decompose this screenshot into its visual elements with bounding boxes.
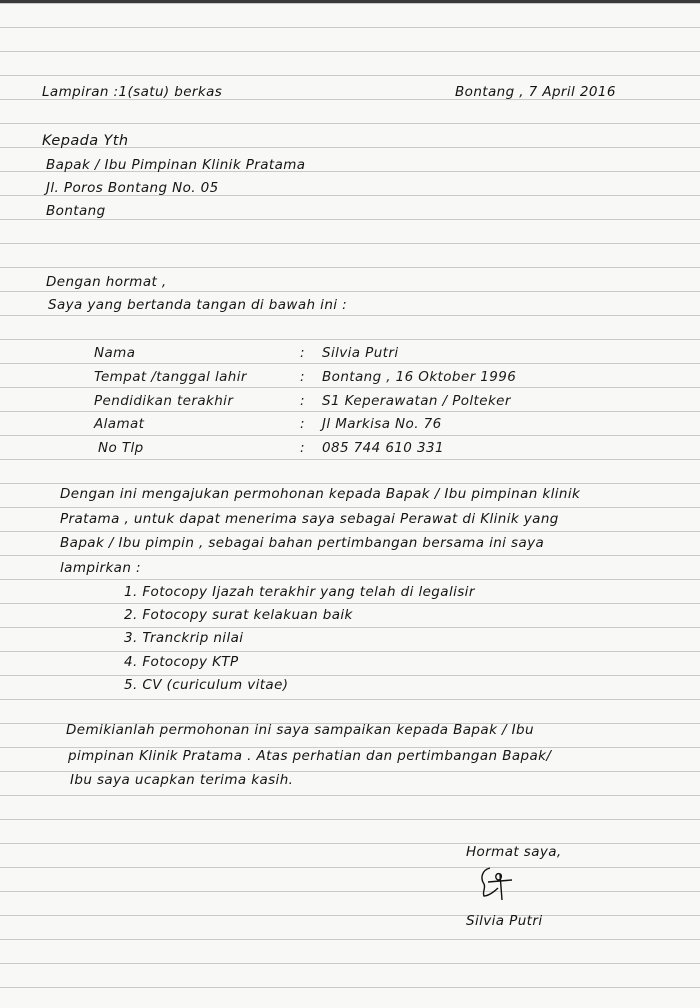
place-date: Bontang , 7 April 2016 (455, 84, 616, 100)
body-line: Dengan ini mengajukan permohonan kepada Bapak / Ibu pimpinan klinik (60, 486, 581, 502)
detail-label: Pendidikan terakhir (94, 393, 234, 409)
detail-colon: : (300, 393, 305, 409)
recipient-street: Jl. Poros Bontang No. 05 (46, 180, 219, 196)
signature-name: Silvia Putri (466, 913, 543, 929)
body-line: Pratama , untuk dapat menerima saya sebagai Perawat di Klinik yang (60, 511, 559, 527)
detail-colon: : (300, 416, 305, 432)
recipient-name: Bapak / Ibu Pimpinan Klinik Pratama (46, 157, 306, 173)
detail-value: 085 744 610 331 (322, 440, 444, 456)
body-line: Bapak / Ibu pimpin , sebagai bahan pertimbangan bersama ini saya (60, 535, 545, 551)
detail-colon: : (300, 369, 305, 385)
detail-label: Alamat (94, 416, 145, 432)
attachment-item: 1. Fotocopy Ijazah terakhir yang telah di legalisir (124, 584, 475, 600)
closing-line: pimpinan Klinik Pratama . Atas perhatian dan pertimbangan Bapak/ (68, 748, 552, 764)
detail-value: Bontang , 16 Oktober 1996 (322, 369, 517, 385)
recipient-city: Bontang (46, 203, 106, 219)
detail-label: Nama (94, 345, 136, 361)
detail-value: Jl Markisa No. 76 (322, 416, 442, 432)
attachment-item: 5. CV (curiculum vitae) (124, 677, 289, 693)
closing-line: Ibu saya ucapkan terima kasih. (70, 772, 294, 788)
signature-icon (476, 862, 516, 902)
attachment-item: 3. Tranckrip nilai (124, 630, 244, 646)
closing-line: Demikianlah permohonan ini saya sampaikan kepada Bapak / Ibu (66, 722, 534, 738)
detail-value: Silvia Putri (322, 345, 399, 361)
attachment-line: Lampiran :1(satu) berkas (42, 84, 223, 100)
detail-label: Tempat /tanggal lahir (94, 369, 247, 385)
salutation: Dengan hormat , (46, 274, 167, 290)
signoff: Hormat saya, (466, 844, 562, 860)
paper-top-edge (0, 0, 700, 3)
recipient-greeting: Kepada Yth (42, 133, 129, 149)
attachment-item: 2. Fotocopy surat kelakuan baik (124, 607, 353, 623)
intro-text: Saya yang bertanda tangan di bawah ini : (48, 297, 348, 313)
body-line: lampirkan : (60, 560, 141, 576)
detail-value: S1 Keperawatan / Polteker (322, 393, 511, 409)
detail-label: No Tlp (98, 440, 144, 456)
attachment-item: 4. Fotocopy KTP (124, 654, 239, 670)
detail-colon: : (300, 345, 305, 361)
detail-colon: : (300, 440, 305, 456)
